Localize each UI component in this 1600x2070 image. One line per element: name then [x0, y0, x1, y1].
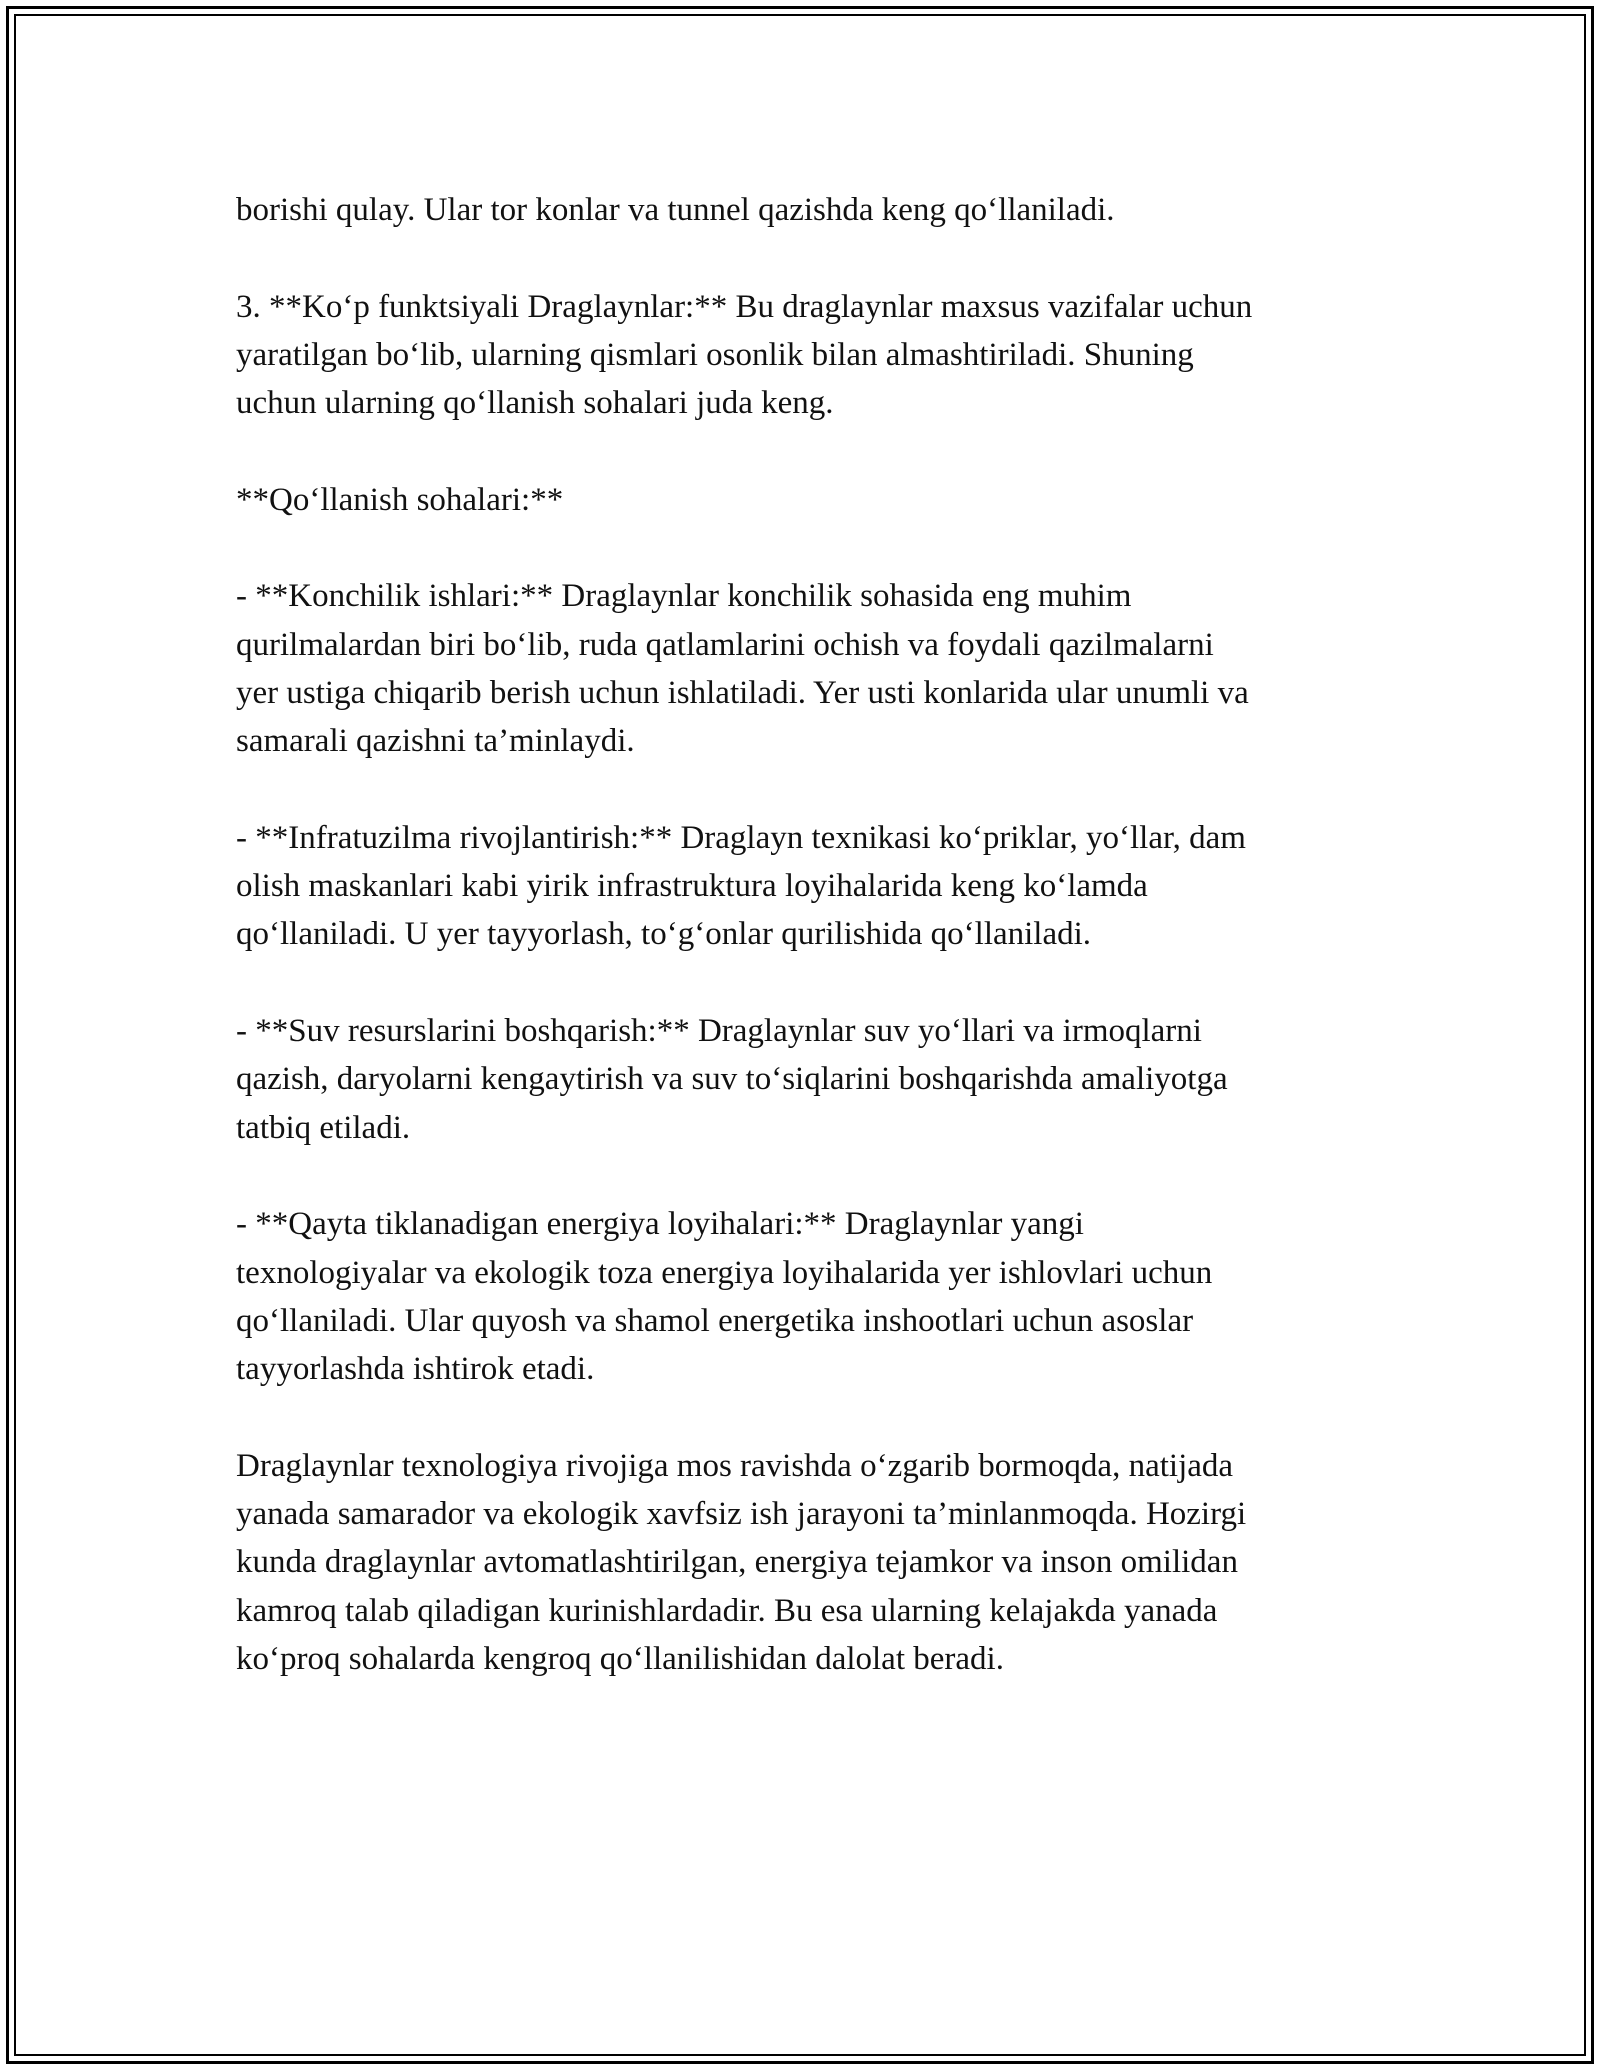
document-body: [236, 186, 1396, 1683]
list-item-renewable-energy: - **Qayta tiklanadigan energiya loyihalari:** Draglaynlar yangi texnologiyalar va ekologik toza energiya loyihalarida yer ishlovlari uchun qo‘llaniladi. Ular quyosh va shamol energetika inshootlari uchun asoslar tayyorlashda ishtirok etadi.: [236, 1206, 1213, 1388]
paragraph-continuation: borishi qulay. Ular tor konlar va tunnel qazishda keng qo‘llaniladi.: [236, 192, 1115, 228]
list-item-mining: - **Konchilik ishlari:** Draglaynlar konchilik sohasida eng muhim qurilmalardan biri bo‘lib, ruda qatlamlarini ochish va foydali qazilmalarni yer ustiga chiqarib berish uchun ishlatiladi. Yer usti konlarida ular unumli va samarali qazishni ta’minlaydi.: [236, 578, 1249, 760]
list-item-water-resources: - **Suv resurslarini boshqarish:** Draglaynlar suv yo‘llari va irmoqlarni qazish, daryolarni kengaytirish va suv to‘siqlarini boshqarishda amaliyotga tatbiq etiladi.: [236, 1013, 1228, 1146]
paragraph-conclusion: Draglaynlar texnologiya rivojiga mos ravishda o‘zgarib bormoqda, natijada yanada samarador va ekologik xavfsiz ish jarayoni ta’minlanmoqda. Hozirgi kunda draglaynlar avtomatlashtirilgan, energiya tejamkor va inson omilidan kamroq talab qiladigan kurinishlardadir. Bu esa ularning kelajakda yanada ko‘proq sohalarda kengroq qo‘llanilishidan dalolat beradi.: [236, 1447, 1247, 1677]
paragraph-multifunction-draglines: 3. **Ko‘p funktsiyali Draglaynlar:** Bu draglaynlar maxsus vazifalar uchun yaratilgan bo‘lib, ularning qismlari osonlik bilan almashtiriladi. Shuning uchun ularning qo‘llanish sohalari juda keng.: [236, 288, 1253, 422]
list-item-infrastructure: - **Infratuzilma rivojlantirish:** Draglayn texnikasi ko‘priklar, yo‘llar, dam olish maskanlari kabi yirik infrastruktura loyihalarida keng ko‘lamda qo‘llaniladi. U yer tayyorlash, to‘g‘onlar qurilishida qo‘llaniladi.: [236, 819, 1246, 953]
section-heading-applications: **Qo‘llanish sohalari:**: [236, 481, 564, 518]
